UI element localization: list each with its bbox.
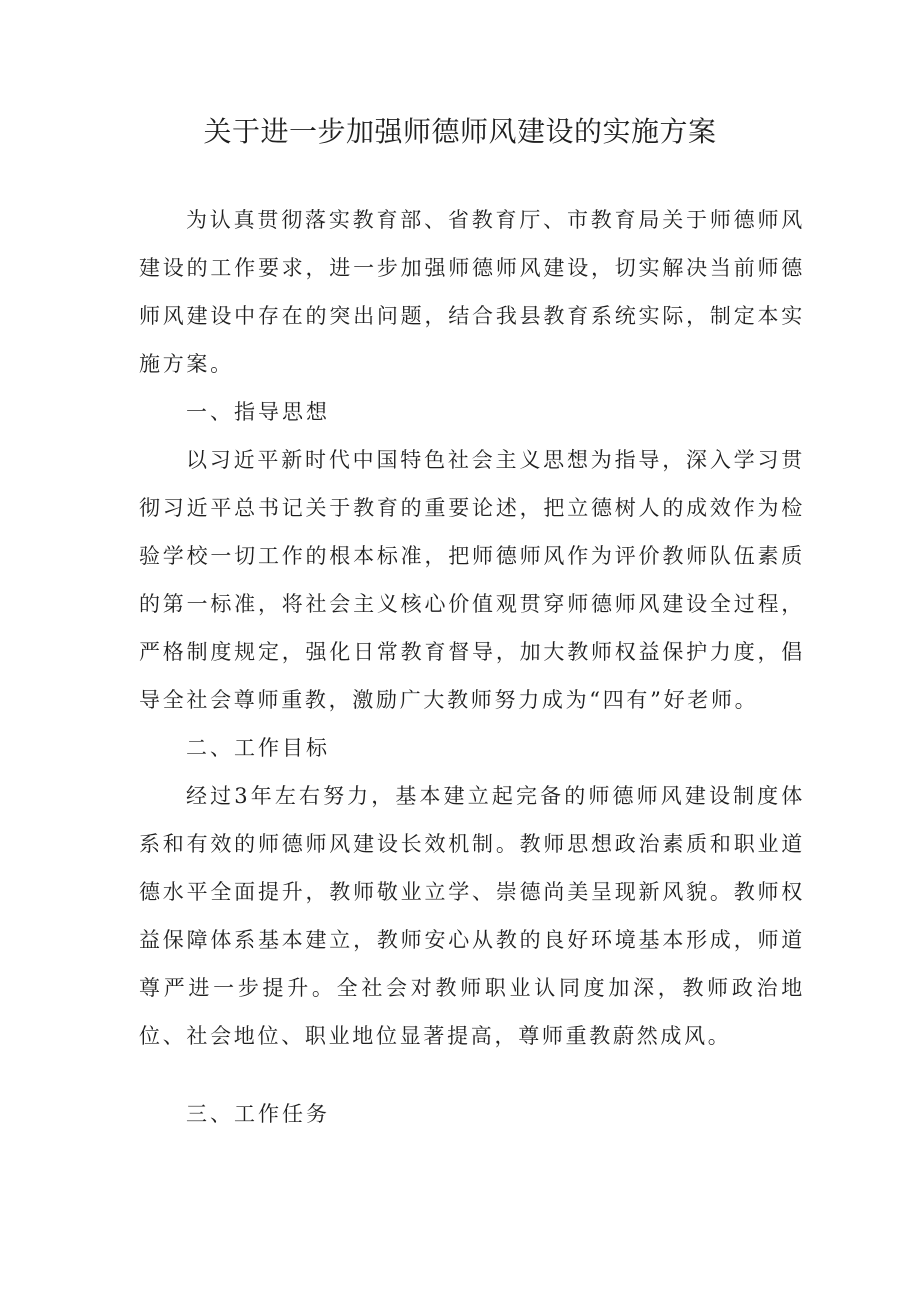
section-body-guiding-ideology: 以习近平新时代中国特色社会主义思想为指导，深入学习贯彻习近平总书记关于教育的重要论述，把立德树人的成效作为检验学校一切工作的根本标准，把师德师风作为评价教师队伍素质的第一标准，将社会主义核心价值观贯穿师德师风建设全过程，严格制度规定，强化日常教育督导，加大教师权益保护力度，倡导全社会尊师重教，激励广大教师努力成为“四有”好老师。 (139, 448, 805, 712)
section-heading-guiding-ideology: 一、指导思想 (186, 400, 330, 424)
section-heading-work-tasks: 三、工作任务 (186, 1102, 330, 1126)
document-title: 关于进一步加强师德师风建设的实施方案 (203, 115, 717, 148)
section-heading-work-goals: 二、工作目标 (186, 736, 330, 760)
section-body-work-goals: 经过3年左右努力，基本建立起完备的师德师风建设制度体系和有效的师德师风建设长效机制。教师思想政治素质和职业道德水平全面提升，教师敬业立学、崇德尚美呈现新风貌。教师权益保障体系基本建立，教师安心从教的良好环境基本形成，师道尊严进一步提升。全社会对教师职业认同度加深，教师政治地位、社会地位、职业地位显著提高，尊师重教蔚然成风。 (139, 784, 805, 1048)
intro-paragraph: 为认真贯彻落实教育部、省教育厅、市教育局关于师德师风建设的工作要求，进一步加强师德师风建设，切实解决当前师德师风建设中存在的突出问题，结合我县教育系统实际，制定本实施方案。 (139, 208, 805, 376)
